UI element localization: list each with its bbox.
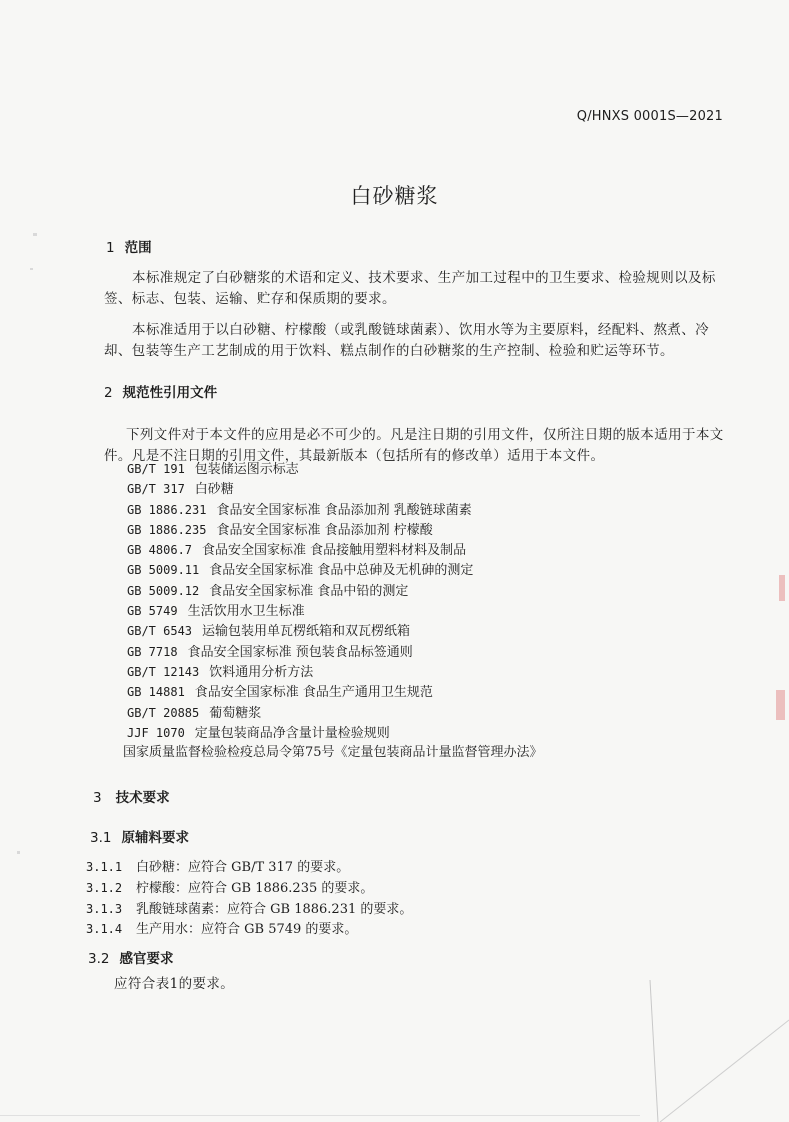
section-title: 感官要求 bbox=[119, 951, 174, 967]
reference-item: GB/T 6543 运输包装用单瓦楞纸箱和双瓦楞纸箱 bbox=[127, 624, 411, 640]
section-1-heading bbox=[106, 236, 152, 256]
reference-item: GB 5009.11 食品安全国家标准 食品中总砷及无机砷的测定 bbox=[127, 563, 474, 579]
section-2-heading bbox=[104, 381, 217, 401]
reference-item: 国家质量监督检验检疫总局令第75号《定量包装商品计量监督管理办法》 bbox=[123, 745, 543, 761]
section-number: 1 bbox=[106, 240, 115, 256]
section-number: 2 bbox=[104, 385, 113, 401]
stamp-edge bbox=[779, 575, 785, 601]
clause-item: 3.1.1 白砂糖：应符合 GB/T 317 的要求。 bbox=[86, 860, 350, 875]
reference-item: JJF 1070 定量包装商品净含量计量检验规则 bbox=[127, 725, 390, 741]
bottom-edge-line bbox=[0, 1115, 640, 1116]
section-title: 技术要求 bbox=[115, 790, 170, 806]
section-title: 范围 bbox=[124, 240, 152, 256]
section-3-heading bbox=[93, 786, 170, 806]
clause-item: 3.1.2 柠檬酸：应符合 GB 1886.235 的要求。 bbox=[86, 881, 374, 896]
reference-item: GB/T 12143 饮料通用分析方法 bbox=[127, 664, 314, 680]
section-1-paragraph-1: 本标准规定了白砂糖浆的术语和定义、技术要求、生产加工过程中的卫生要求、检验规则以及标签、标志、包装、运输、贮存和保质期的要求。 bbox=[104, 270, 716, 307]
section-title: 原辅料要求 bbox=[121, 830, 189, 846]
reference-item: GB 5749 生活饮用水卫生标准 bbox=[127, 604, 305, 620]
reference-item: GB/T 191 包装储运图示标志 bbox=[127, 462, 299, 477]
section-3-1-heading bbox=[90, 826, 189, 846]
clause-item: 3.1.3 乳酸链球菌素：应符合 GB 1886.231 的要求。 bbox=[86, 902, 413, 917]
section-3-2-heading bbox=[88, 947, 173, 967]
reference-item: GB 4806.7 食品安全国家标准 食品接触用塑料材料及制品 bbox=[127, 543, 467, 559]
section-3-2-text: 应符合表1的要求。 bbox=[114, 976, 235, 992]
reference-item: GB 1886.231 食品安全国家标准 食品添加剂 乳酸链球菌素 bbox=[127, 502, 472, 518]
reference-item: GB 1886.235 食品安全国家标准 食品添加剂 柠檬酸 bbox=[127, 522, 433, 538]
scan-speck bbox=[33, 233, 37, 236]
section-1-paragraph-2: 本标准适用于以白砂糖、柠檬酸（或乳酸链球菌素）、饮用水等为主要原料，经配料、熬煮、冷却、包装等生产工艺制成的用于饮料、糕点制作的白砂糖浆的生产控制、检验和贮运等环节。 bbox=[104, 322, 710, 359]
reference-item: GB 14881 食品安全国家标准 食品生产通用卫生规范 bbox=[127, 685, 433, 701]
reference-item: GB/T 317 白砂糖 bbox=[127, 482, 234, 498]
reference-list bbox=[123, 459, 543, 763]
reference-item: GB/T 20885 葡萄糖浆 bbox=[127, 705, 262, 721]
clause-item: 3.1.4 生产用水：应符合 GB 5749 的要求。 bbox=[86, 922, 358, 937]
scan-speck bbox=[17, 851, 20, 854]
document-title: 白砂糖浆 bbox=[350, 184, 439, 208]
reference-item: GB 5009.12 食品安全国家标准 食品中铅的测定 bbox=[127, 583, 409, 599]
stamp-edge bbox=[776, 690, 785, 720]
section-title: 规范性引用文件 bbox=[122, 385, 218, 401]
page-fold-lines bbox=[640, 980, 789, 1122]
section-number: 3.2 bbox=[88, 951, 110, 967]
section-2-intro: 下列文件对于本文件的应用是必不可少的。凡是注日期的引用文件，仅所注日期的版本适用于本文件。凡是不注日期的引用文件，其最新版本（包括所有的修改单）适用于本文件。 bbox=[104, 427, 724, 464]
section-number: 3.1 bbox=[90, 830, 112, 846]
reference-item: GB 7718 食品安全国家标准 预包装食品标签通则 bbox=[127, 644, 413, 660]
section-number: 3 bbox=[93, 790, 102, 806]
standard-code: Q/HNXS 0001S—2021 bbox=[576, 109, 723, 124]
scan-speck bbox=[30, 268, 33, 270]
